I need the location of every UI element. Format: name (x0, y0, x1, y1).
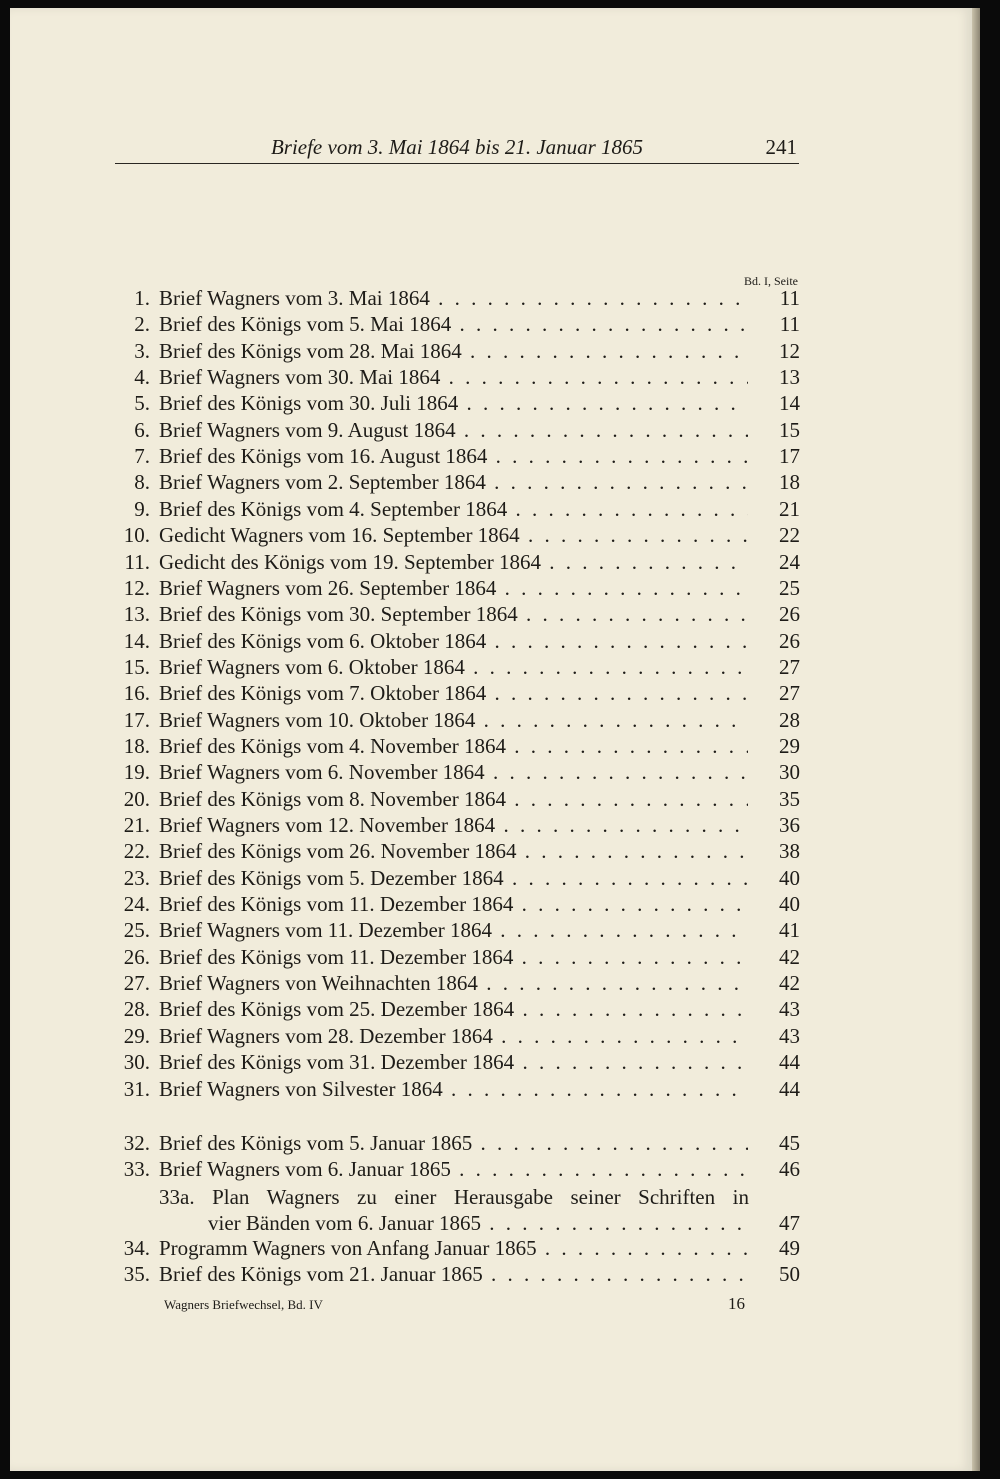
entry-page: 28 (779, 707, 800, 732)
toc-entry (110, 759, 800, 785)
entry-page: 14 (779, 391, 800, 416)
entry-title: Brief des Königs vom 21. Januar 1865 . . . (159, 1261, 748, 1287)
toc-entry (110, 338, 800, 364)
toc-entry (110, 812, 800, 838)
toc-entry (110, 970, 800, 996)
entry-page: 44 (779, 1050, 800, 1075)
entry-number: 34. (123, 1235, 150, 1260)
entry-page: 11 (779, 286, 800, 310)
toc-entry (110, 1156, 800, 1182)
entry-page: 40 (779, 865, 800, 890)
entry-number: 6. (134, 417, 150, 442)
toc-entry (110, 469, 800, 495)
toc-entry (110, 996, 800, 1022)
entry-page: 38 (779, 839, 800, 864)
entry-title: Gedicht Wagners vom 16. September 1864 . . . (159, 522, 748, 548)
toc-entry (110, 680, 800, 706)
entry-title: Brief des Königs vom 28. Mai 1864 . . . (159, 338, 748, 364)
entry-title: Brief Wagners vom 3. Mai 1864 . . . (159, 285, 748, 311)
toc-entry (110, 1049, 800, 1075)
entry-page: 42 (779, 944, 800, 969)
toc-entry (110, 575, 800, 601)
entry-title: Brief Wagners vom 26. September 1864 . . . (159, 575, 748, 601)
entry-title: Brief Wagners vom 6. Januar 1865 . . . (159, 1156, 748, 1182)
toc-entry (110, 838, 800, 864)
toc-entry (110, 417, 800, 443)
entry-page: 15 (779, 417, 800, 442)
entry-number: 1. (134, 286, 150, 310)
toc-entry (110, 1130, 800, 1156)
entry-number: 26. (123, 944, 150, 969)
entry-title: Brief des Königs vom 30. Juli 1864 . . . (159, 390, 748, 416)
toc-entry (110, 628, 800, 654)
entry-title: Brief Wagners vom 9. August 1864 . . . (159, 417, 748, 443)
entry-number: 11. (124, 549, 150, 574)
entry-number: 23. (123, 865, 150, 890)
sub-entry-page: 47 (779, 1211, 800, 1235)
entry-number: 8. (134, 470, 150, 495)
entry-number: 17. (123, 707, 150, 732)
entry-page: 11 (779, 312, 800, 337)
entry-number: 20. (123, 786, 150, 811)
toc-entry (110, 1261, 800, 1287)
entry-page: 43 (779, 1023, 800, 1048)
entry-title: Brief des Königs vom 5. Mai 1864 . . . (159, 311, 748, 337)
entry-number: 18. (123, 733, 150, 758)
entry-title: Programm Wagners von Anfang Januar 1865 . . . (159, 1235, 748, 1261)
sub-entry-line2: vier Bänden vom 6. Januar 1865 . . . (208, 1210, 748, 1236)
column-header: Bd. I, Seite (744, 274, 798, 288)
toc-entry (110, 944, 800, 970)
entry-title: Brief des Königs vom 4. September 1864 . . . (159, 496, 748, 522)
entry-title: Brief Wagners vom 6. November 1864 . . . (159, 759, 748, 785)
entry-page: 45 (779, 1130, 800, 1155)
entry-title: Brief Wagners vom 6. Oktober 1864 . . . (159, 654, 748, 680)
entry-number: 16. (123, 681, 150, 706)
entry-title: Brief Wagners vom 10. Oktober 1864 . . . (159, 707, 748, 733)
toc-entry (110, 707, 800, 733)
entry-number: 12. (123, 575, 150, 600)
entry-number: 21. (123, 813, 150, 837)
entry-title: Gedicht des Königs vom 19. September 1864 . . . (159, 549, 748, 575)
entry-title: Brief des Königs vom 5. Dezember 1864 . . . (159, 865, 748, 891)
entry-number: 13. (123, 602, 150, 627)
toc-entry (110, 1023, 800, 1049)
entry-number: 35. (123, 1262, 150, 1287)
entry-page: 50 (779, 1262, 800, 1287)
entry-title: Brief des Königs vom 26. November 1864 . . . (159, 838, 748, 864)
entry-number: 25. (123, 918, 150, 943)
entry-page: 27 (779, 681, 800, 706)
entry-number: 22. (123, 839, 150, 864)
entry-title: Brief Wagners von Weihnachten 1864 . . . (159, 970, 748, 996)
toc-entry (110, 364, 800, 390)
entry-number: 9. (134, 496, 150, 521)
entry-title: Brief des Königs vom 7. Oktober 1864 . . . (159, 680, 748, 706)
toc-entry (110, 601, 800, 627)
entry-page: 25 (779, 575, 800, 600)
entry-number: 3. (134, 338, 150, 363)
entry-page: 21 (779, 496, 800, 521)
toc-entry (110, 285, 800, 311)
entry-page: 17 (779, 444, 800, 469)
entry-page: 40 (779, 892, 800, 917)
toc-entry (110, 1076, 800, 1102)
toc-entry (110, 549, 800, 575)
entry-title: Brief des Königs vom 16. August 1864 . . . (159, 443, 748, 469)
entry-number: 2. (134, 312, 150, 337)
entry-page: 30 (779, 760, 800, 785)
entry-page: 13 (779, 365, 800, 390)
toc-entry (110, 390, 800, 416)
entry-page: 42 (779, 971, 800, 996)
entry-page: 22 (779, 523, 800, 548)
entry-page: 43 (779, 997, 800, 1022)
entry-number: 29. (123, 1023, 150, 1048)
entry-title: Brief Wagners vom 12. November 1864 . . . (159, 812, 748, 838)
toc-entry (110, 522, 800, 548)
entry-page: 29 (779, 733, 800, 758)
toc-entry (110, 443, 800, 469)
footer-imprint: Wagners Briefwechsel, Bd. IV (164, 1297, 323, 1312)
toc-entry (110, 733, 800, 759)
entry-title: Brief Wagners vom 28. Dezember 1864 . . . (159, 1023, 748, 1049)
entry-number: 32. (123, 1130, 150, 1155)
entry-page: 44 (779, 1076, 800, 1101)
entry-title: Brief des Königs vom 6. Oktober 1864 . . . (159, 628, 748, 654)
entry-title: Brief Wagners von Silvester 1864 . . . (159, 1076, 748, 1102)
entry-page: 36 (779, 813, 800, 837)
toc-entry (110, 786, 800, 812)
toc-entry (110, 891, 800, 917)
sub-entry-line1: 33a. Plan Wagners zu einer Herausgabe seiner Schriften in (159, 1185, 749, 1209)
entry-page: 46 (779, 1156, 800, 1181)
entry-title: Brief des Königs vom 11. Dezember 1864 . . . (159, 891, 748, 917)
entry-page: 27 (779, 654, 800, 679)
entry-page: 49 (779, 1235, 800, 1260)
toc-entry (110, 1235, 800, 1261)
entry-number: 4. (134, 365, 150, 390)
toc-entry (110, 654, 800, 680)
entry-number: 33. (123, 1156, 150, 1181)
toc-entry (110, 496, 800, 522)
entry-page: 26 (779, 628, 800, 653)
entry-title: Brief des Königs vom 11. Dezember 1864 . . . (159, 944, 748, 970)
entry-title: Brief Wagners vom 30. Mai 1864 . . . (159, 364, 748, 390)
toc-entry (110, 311, 800, 337)
entry-title: Brief des Königs vom 5. Januar 1865 . . . (159, 1130, 748, 1156)
entry-number: 27. (123, 971, 150, 996)
entry-page: 24 (779, 549, 800, 574)
page-number: 241 (765, 135, 797, 159)
entry-title: Brief Wagners vom 11. Dezember 1864 . . . (159, 917, 748, 943)
entry-title: Brief des Königs vom 4. November 1864 . . . (159, 733, 748, 759)
entry-number: 5. (134, 391, 150, 416)
entry-page: 35 (779, 786, 800, 811)
entry-title: Brief des Königs vom 25. Dezember 1864 . . . (159, 996, 748, 1022)
entry-title: Brief des Königs vom 30. September 1864 . . . (159, 601, 748, 627)
entry-number: 28. (123, 997, 150, 1022)
entry-number: 30. (123, 1050, 150, 1075)
toc-entry (110, 865, 800, 891)
entry-number: 15. (123, 654, 150, 679)
entry-number: 14. (123, 628, 150, 653)
entry-number: 10. (123, 523, 150, 548)
entry-number: 19. (123, 760, 150, 785)
running-head-title: Briefe vom 3. Mai 1864 bis 21. Januar 1865 (270, 135, 644, 159)
entry-page: 18 (779, 470, 800, 495)
footer-signature: 16 (728, 1294, 745, 1313)
entry-page: 12 (779, 338, 800, 363)
entry-page: 41 (779, 918, 800, 943)
entry-number: 31. (123, 1076, 150, 1101)
entry-number: 24. (123, 892, 150, 917)
entry-title: Brief des Königs vom 31. Dezember 1864 . . . (159, 1049, 748, 1075)
entry-page: 26 (779, 602, 800, 627)
entry-title: Brief Wagners vom 2. September 1864 . . . (159, 469, 748, 495)
toc-entry (110, 917, 800, 943)
entry-number: 7. (134, 444, 150, 469)
entry-title: Brief des Königs vom 8. November 1864 . . . (159, 786, 748, 812)
